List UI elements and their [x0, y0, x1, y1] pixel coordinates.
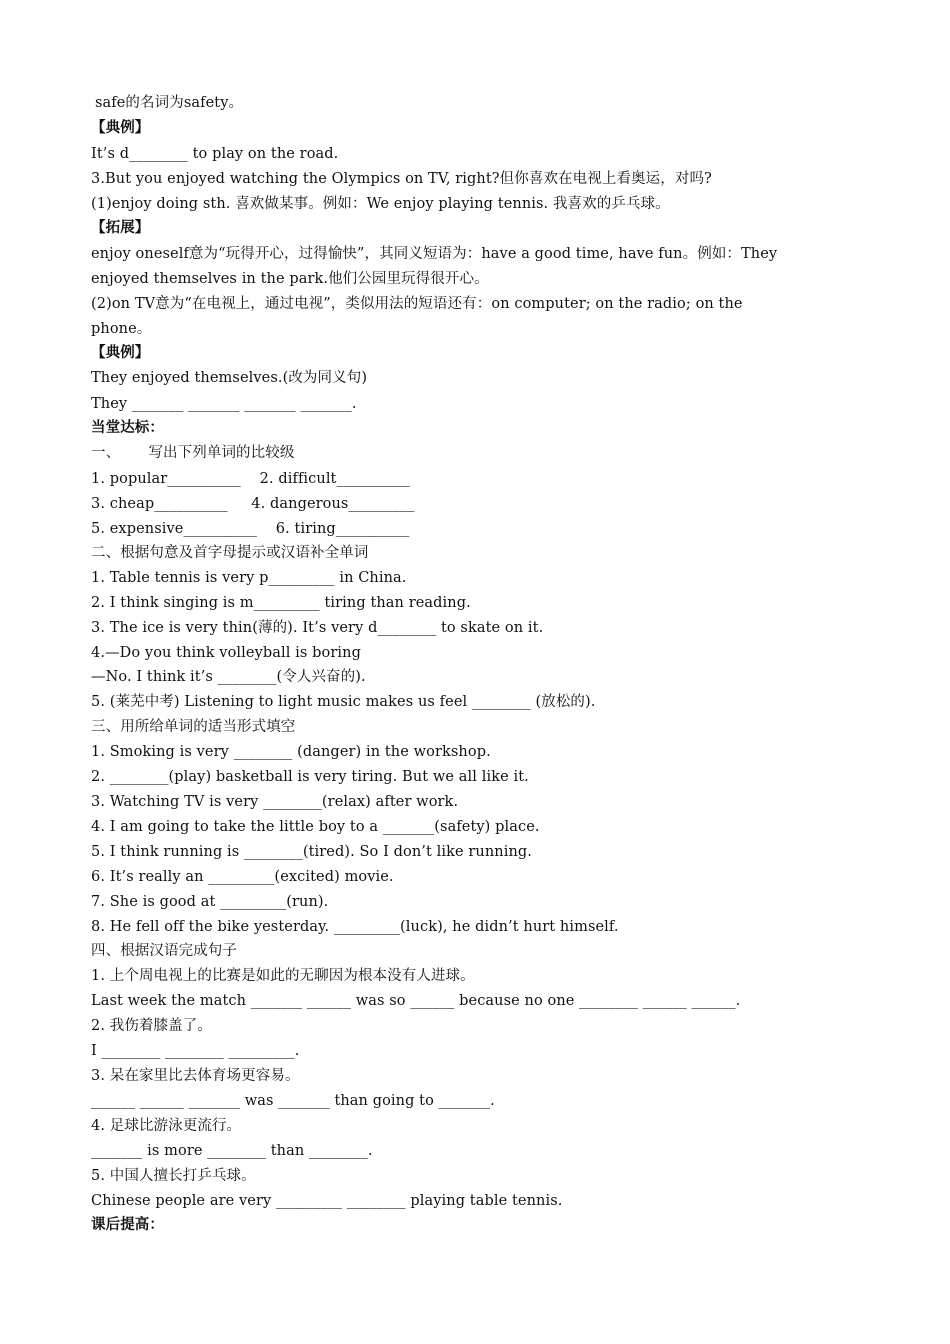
- exercise-item: 8. He fell off the bike yesterday. _________(luck), he didn’t hurt himself.: [91, 919, 619, 935]
- exercise-item: 5. (莱芜中考) Listening to light music makes us feel ________ (放松的).: [91, 694, 596, 710]
- exercise-item: 4. 足球比游泳更流行。: [91, 1118, 242, 1134]
- exercise-item: 3. Watching TV is very ________(relax) after work.: [91, 794, 459, 810]
- exercise-item: 3. The ice is very thin(薄的). It’s very d________ to skate on it.: [91, 620, 544, 636]
- text-line: (2)on TV意为“在电视上，通过电视”，类似用法的短语还有：on computer; on the radio; on the: [91, 296, 743, 312]
- exercise-item: 3. cheap__________ 4. dangerous_________: [91, 496, 415, 512]
- exercise-item: 3. 呆在家里比去体育场更容易。: [91, 1068, 300, 1084]
- text-line: They _______ _______ _______ _______.: [91, 396, 357, 412]
- text-line: phone。: [91, 321, 152, 337]
- section-label: 【拓展】: [91, 220, 150, 236]
- exercise-heading: 三、用所给单词的适当形式填空: [91, 719, 296, 735]
- exercise-item: 6. It’s really an _________(excited) movie.: [91, 869, 394, 885]
- exercise-item: 2. I think singing is m_________ tiring than reading.: [91, 595, 471, 611]
- answer-line: Last week the match _______ ______ was so ______ because no one ________ ______ ______.: [91, 993, 741, 1009]
- exercise-item: 5. 中国人擅长打乒乓球。: [91, 1168, 256, 1184]
- exercise-heading: 二、根据句意及首字母提示或汉语补全单词: [91, 545, 369, 561]
- text-line: 3.But you enjoyed watching the Olympics on TV, right?但你喜欢在电视上看奥运，对吗?: [91, 171, 712, 187]
- exercise-item: 1. popular__________ 2. difficult__________: [91, 471, 410, 487]
- section-heading: 课后提高：: [91, 1217, 164, 1233]
- exercise-item: 1. Smoking is very ________ (danger) in the workshop.: [91, 744, 491, 760]
- text-line: enjoy oneself意为“玩得开心，过得愉快”，其同义短语为：have a good time, have fun。例如：They: [91, 246, 778, 262]
- exercise-item: 7. She is good at _________(run).: [91, 894, 329, 910]
- exercise-item: 4.—Do you think volleyball is boring: [91, 645, 361, 661]
- exercise-heading: 四、根据汉语完成句子: [91, 943, 237, 959]
- text-line: enjoyed themselves in the park.他们公园里玩得很开心。: [91, 271, 489, 287]
- section-heading: 当堂达标：: [91, 420, 164, 436]
- answer-line: ______ ______ _______ was _______ than going to _______.: [91, 1093, 495, 1109]
- exercise-item: 1. 上个周电视上的比赛是如此的无聊因为根本没有人进球。: [91, 968, 475, 984]
- exercise-item: 2. 我伤着膝盖了。: [91, 1018, 212, 1034]
- exercise-item: —No. I think it’s ________(令人兴奋的).: [91, 669, 366, 685]
- answer-line: Chinese people are very _________ ________ playing table tennis.: [91, 1193, 563, 1209]
- text-line: safe的名词为safety。: [95, 95, 244, 111]
- section-label: 【典例】: [91, 345, 150, 361]
- exercise-item: 4. I am going to take the little boy to a _______(safety) place.: [91, 819, 540, 835]
- exercise-item: 5. expensive__________ 6. tiring__________: [91, 521, 410, 537]
- answer-line: _______ is more ________ than ________.: [91, 1143, 373, 1159]
- answer-line: I ________ ________ _________.: [91, 1043, 300, 1059]
- section-label: 【典例】: [91, 120, 150, 136]
- text-line: It’s d________ to play on the road.: [91, 146, 339, 162]
- exercise-item: 5. I think running is ________(tired). So I don’t like running.: [91, 844, 532, 860]
- exercise-item: 2. ________(play) basketball is very tiring. But we all like it.: [91, 769, 529, 785]
- exercise-item: 1. Table tennis is very p_________ in China.: [91, 570, 407, 586]
- text-line: They enjoyed themselves.(改为同义句): [91, 370, 368, 386]
- text-line: (1)enjoy doing sth. 喜欢做某事。例如：We enjoy playing tennis. 我喜欢的乒乓球。: [91, 196, 670, 212]
- exercise-heading: 一、 写出下列单词的比较级: [91, 445, 295, 461]
